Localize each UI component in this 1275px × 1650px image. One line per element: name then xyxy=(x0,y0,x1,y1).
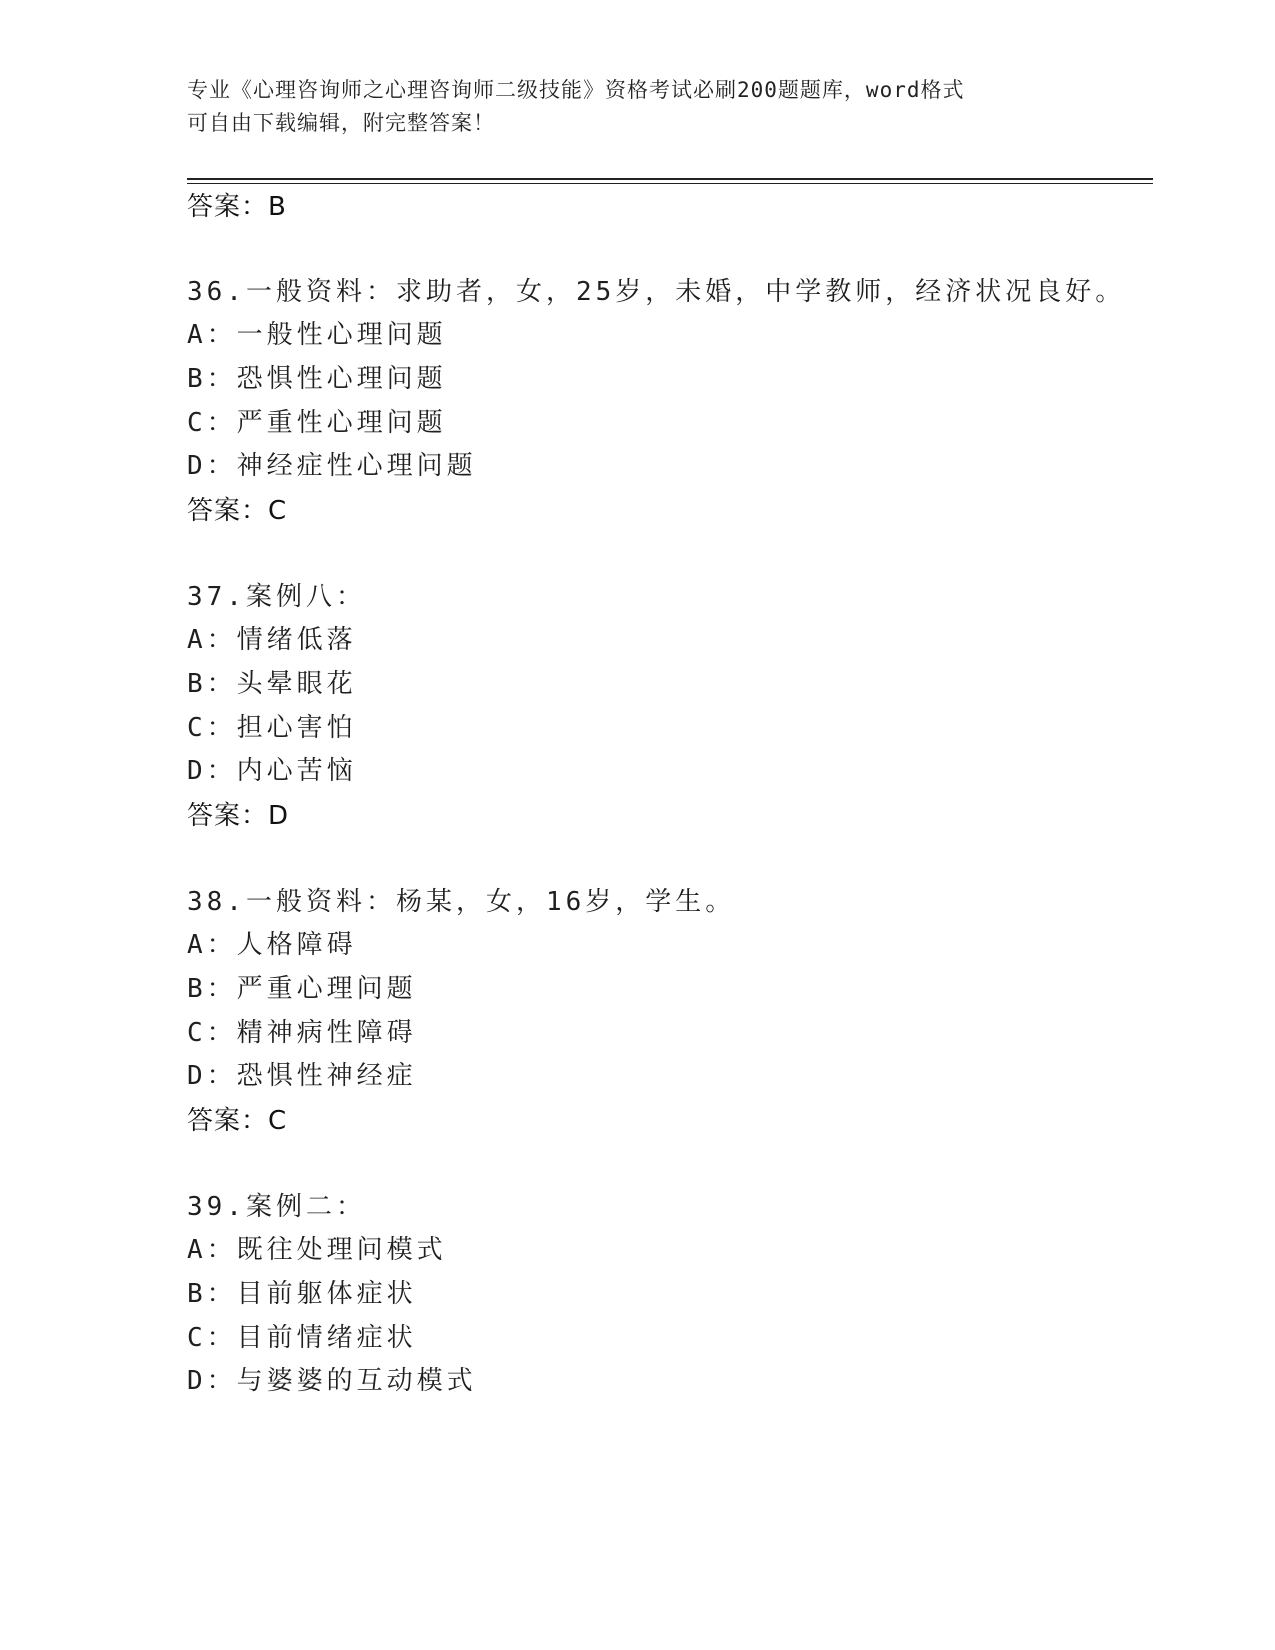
question-38-option-c: C：精神病性障碍 xyxy=(187,1018,417,1048)
question-36-option-a: A：一般性心理问题 xyxy=(187,320,447,350)
answer-36: 答案：C xyxy=(187,496,288,526)
header-divider-thick xyxy=(187,178,1153,180)
header-line-2: 可自由下载编辑，附完整答案！ xyxy=(187,111,495,135)
question-38-option-b: B：严重心理问题 xyxy=(187,974,417,1004)
question-37-option-b: B：头晕眼花 xyxy=(187,669,357,699)
question-38-option-a: A：人格障碍 xyxy=(187,930,357,960)
question-36-option-c: C：严重性心理问题 xyxy=(187,408,447,438)
header-line-1: 专业《心理咨询师之心理咨询师二级技能》资格考试必刷200题题库，word格式 xyxy=(187,78,965,102)
question-39-option-b: B：目前躯体症状 xyxy=(187,1279,417,1309)
question-37-option-a: A：情绪低落 xyxy=(187,625,357,655)
document-header xyxy=(187,74,1087,140)
question-39-stem: 39.案例二： xyxy=(187,1192,366,1222)
question-39-option-c: C：目前情绪症状 xyxy=(187,1323,417,1353)
question-38-stem: 38.一般资料：杨某，女，16岁，学生。 xyxy=(187,887,736,917)
question-37-option-c: C：担心害怕 xyxy=(187,713,357,743)
answer-38: 答案：C xyxy=(187,1106,288,1136)
question-39-option-a: A：既往处理问模式 xyxy=(187,1235,447,1265)
header-divider-thin xyxy=(187,183,1153,184)
question-36-option-d: D：神经症性心理问题 xyxy=(187,451,477,481)
question-38-option-d: D：恐惧性神经症 xyxy=(187,1061,417,1091)
question-37-option-d: D：内心苦恼 xyxy=(187,756,357,786)
question-37-stem: 37.案例八： xyxy=(187,582,366,612)
answer-35: 答案：B xyxy=(187,192,287,222)
question-36-stem: 36.一般资料：求助者，女，25岁，未婚，中学教师，经济状况良好。 xyxy=(187,277,1126,307)
answer-37: 答案：D xyxy=(187,801,290,831)
question-36-option-b: B：恐惧性心理问题 xyxy=(187,364,447,394)
question-39-option-d: D：与婆婆的互动模式 xyxy=(187,1366,477,1396)
